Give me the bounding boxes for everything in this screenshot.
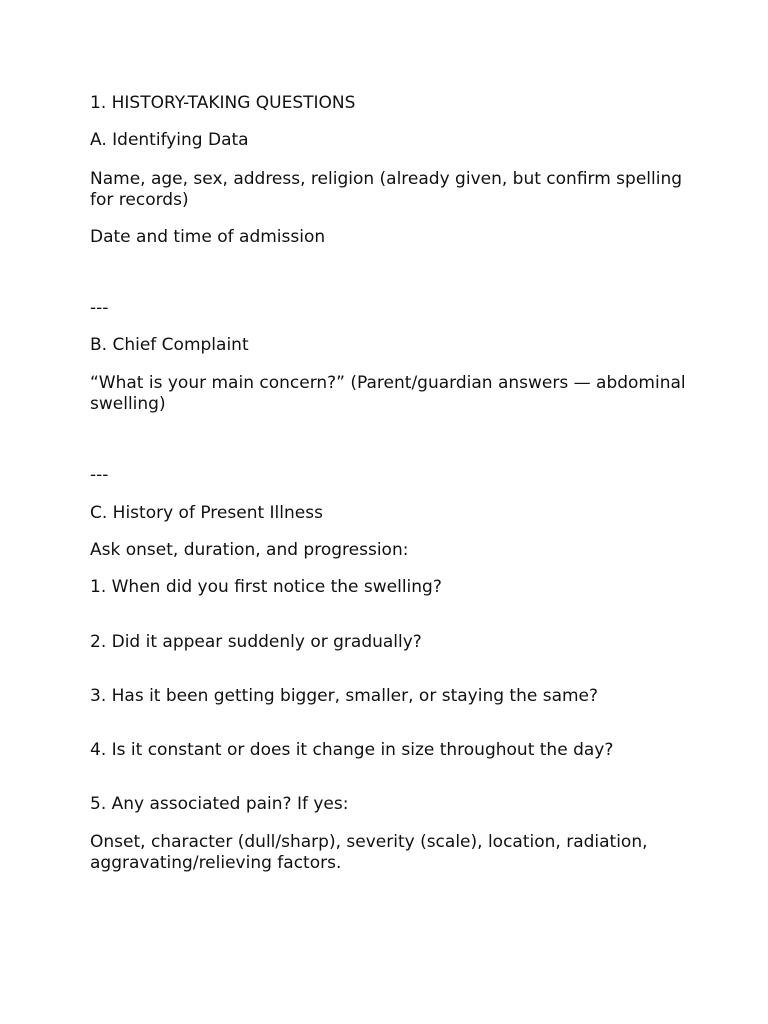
present-illness-intro: Ask onset, duration, and progression: (90, 540, 409, 560)
question-item: 5. Any associated pain? If yes: (90, 794, 349, 814)
identifying-data-item: Name, age, sex, address, religion (already given, but confirm spelling for records) (90, 169, 683, 210)
question-item: 2. Did it appear suddenly or gradually? (90, 632, 422, 652)
identifying-data-item: Date and time of admission (90, 227, 326, 247)
question-item: 4. Is it constant or does it change in size throughout the day? (90, 740, 614, 760)
present-illness-heading: C. History of Present Illness (90, 503, 323, 523)
section-title: 1. HISTORY-TAKING QUESTIONS (90, 93, 356, 113)
question-item: 1. When did you first notice the swelling? (90, 577, 442, 597)
section-separator: --- (90, 465, 109, 485)
chief-complaint-heading: B. Chief Complaint (90, 335, 249, 355)
pain-details: Onset, character (dull/sharp), severity (scale), location, radiation, aggravating/relieving factors. (90, 832, 648, 873)
chief-complaint-item: “What is your main concern?” (Parent/guardian answers — abdominal swelling) (90, 373, 686, 414)
section-separator: --- (90, 298, 109, 318)
question-item: 3. Has it been getting bigger, smaller, or staying the same? (90, 686, 599, 706)
identifying-data-heading: A. Identifying Data (90, 130, 249, 150)
